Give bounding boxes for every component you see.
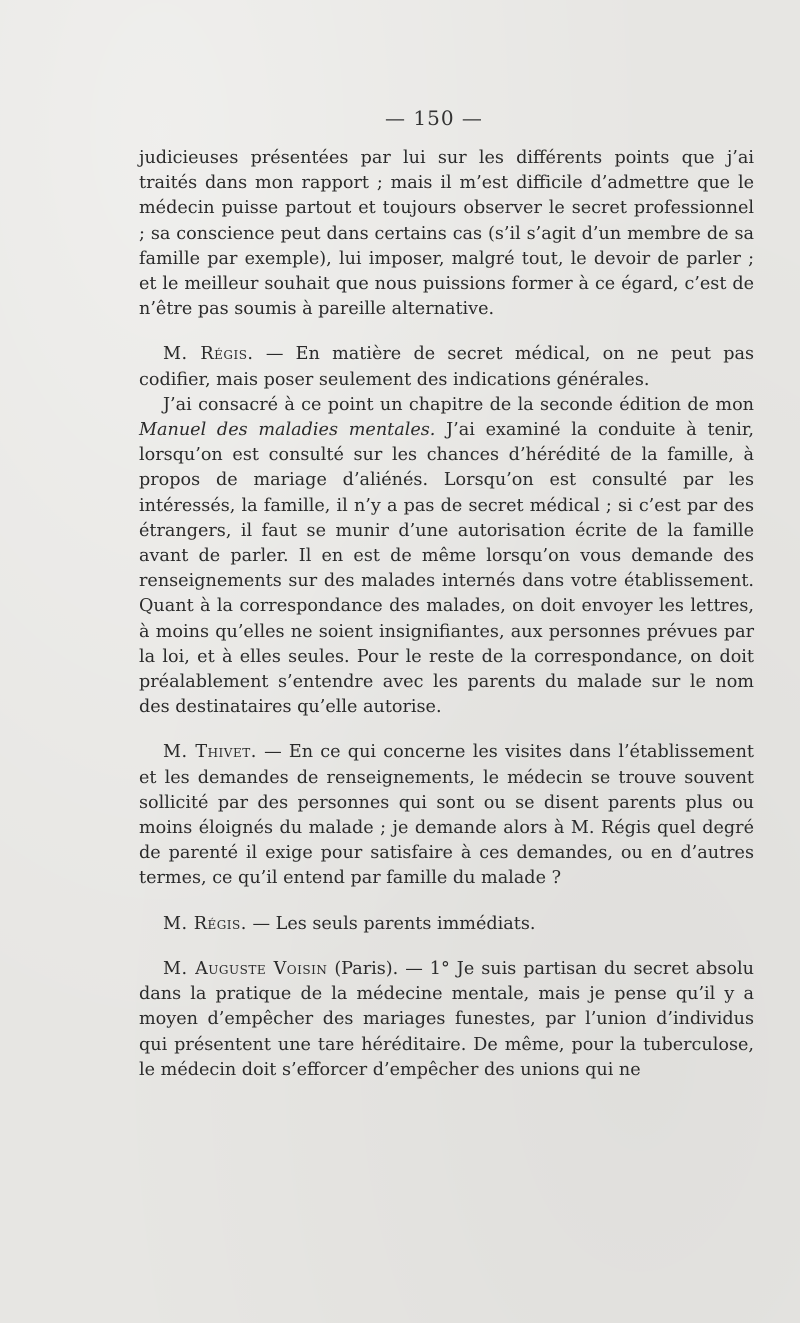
paragraph-gap <box>139 720 754 740</box>
paragraph-gap <box>139 322 754 342</box>
page-number: — 150 — <box>385 106 483 130</box>
page-text <box>139 146 754 1083</box>
paragraph-gap <box>139 937 754 957</box>
speaker-regis: M. Régis. <box>163 913 247 934</box>
paragraph-thivet <box>139 740 754 891</box>
speaker-regis: M. Régis. <box>163 344 254 365</box>
speaker-voisin: M. Auguste Voisin <box>163 958 328 979</box>
paragraph-regis-1 <box>139 342 754 392</box>
paragraph-regis-2 <box>139 393 754 721</box>
paragraph-regis-3-text: — Les seuls parents immédiats. <box>252 913 536 934</box>
paragraph-voisin <box>139 957 754 1083</box>
book-title: Manuel des maladies mentales. <box>139 420 436 441</box>
paragraph-regis-2-after: J’ai examiné la conduite à tenir, lorsqu’on est consulté sur les chances d’hérédité de la famille, à propos de mariage d’aliénés. Lorsqu’on est consulté par les intéressés, la famille, il n’y a pas de secret médical ; si c’est par des étrangers, il faut se munir d’une autorisation écrite de la famille avant de parler. Il en est de même lorsqu’on vous demande des renseignements sur des malades internés dans votre établissement. Quant à la correspondance des malades, on doit envoyer les lettres, à moins qu’elles ne soient insignifiantes, aux personnes prévues par la loi, et à elles seules. Pour le reste de la correspondance, on doit préalablement s’entendre avec les parents du malade sur le nom des destinataires qu’elle autorise. <box>139 420 754 718</box>
paragraph-intro-text: judicieuses présentées par lui sur les différents points que j’ai traités dans mon rapport ; mais il m’est difficile d’admettre que le médecin puisse partout et toujours observer le secret professionnel ; sa conscience peut dans certains cas (s’il s’agit d’un membre de sa famille par exemple), lui imposer, malgré tout, le devoir de parler ; et le meilleur souhait que nous puissions former à ce égard, c’est de n’être pas soumis à pareille alternative. <box>139 148 754 320</box>
paragraph-regis-2-before: J’ai consacré à ce point un chapitre de la seconde édition de mon <box>163 394 754 415</box>
paragraph-thivet-text: — En ce qui concerne les visites dans l’établissement et les demandes de renseignements, le médecin se trouve souvent sollicité par des personnes qui sont ou se disent parents plus ou moins éloignés du malade ; je demande alors à M. Régis quel degré de parenté il exige pour satisfaire à ces demandes, ou en d’autres termes, ce qu’il entend par famille du malade ? <box>139 742 755 889</box>
speaker-thivet: M. Thivet. <box>163 742 257 763</box>
paragraph-intro <box>139 146 754 322</box>
paragraph-voisin-text: (Paris). — 1° Je suis partisan du secret absolu dans la pratique de la médecine mentale, mais je pense qu’il y a moyen d’empêcher des mariages funestes, par l’union d’individus qui présentent une tare héréditaire. De même, pour la tuberculose, le médecin doit s’efforcer d’empêcher des unions qui ne <box>139 958 754 1080</box>
paragraph-regis-3 <box>139 912 754 937</box>
paragraph-gap <box>139 892 754 912</box>
paragraph-regis-1-text: — En matière de secret médical, on ne peut pas codifier, mais poser seulement des indications générales. <box>139 344 755 390</box>
